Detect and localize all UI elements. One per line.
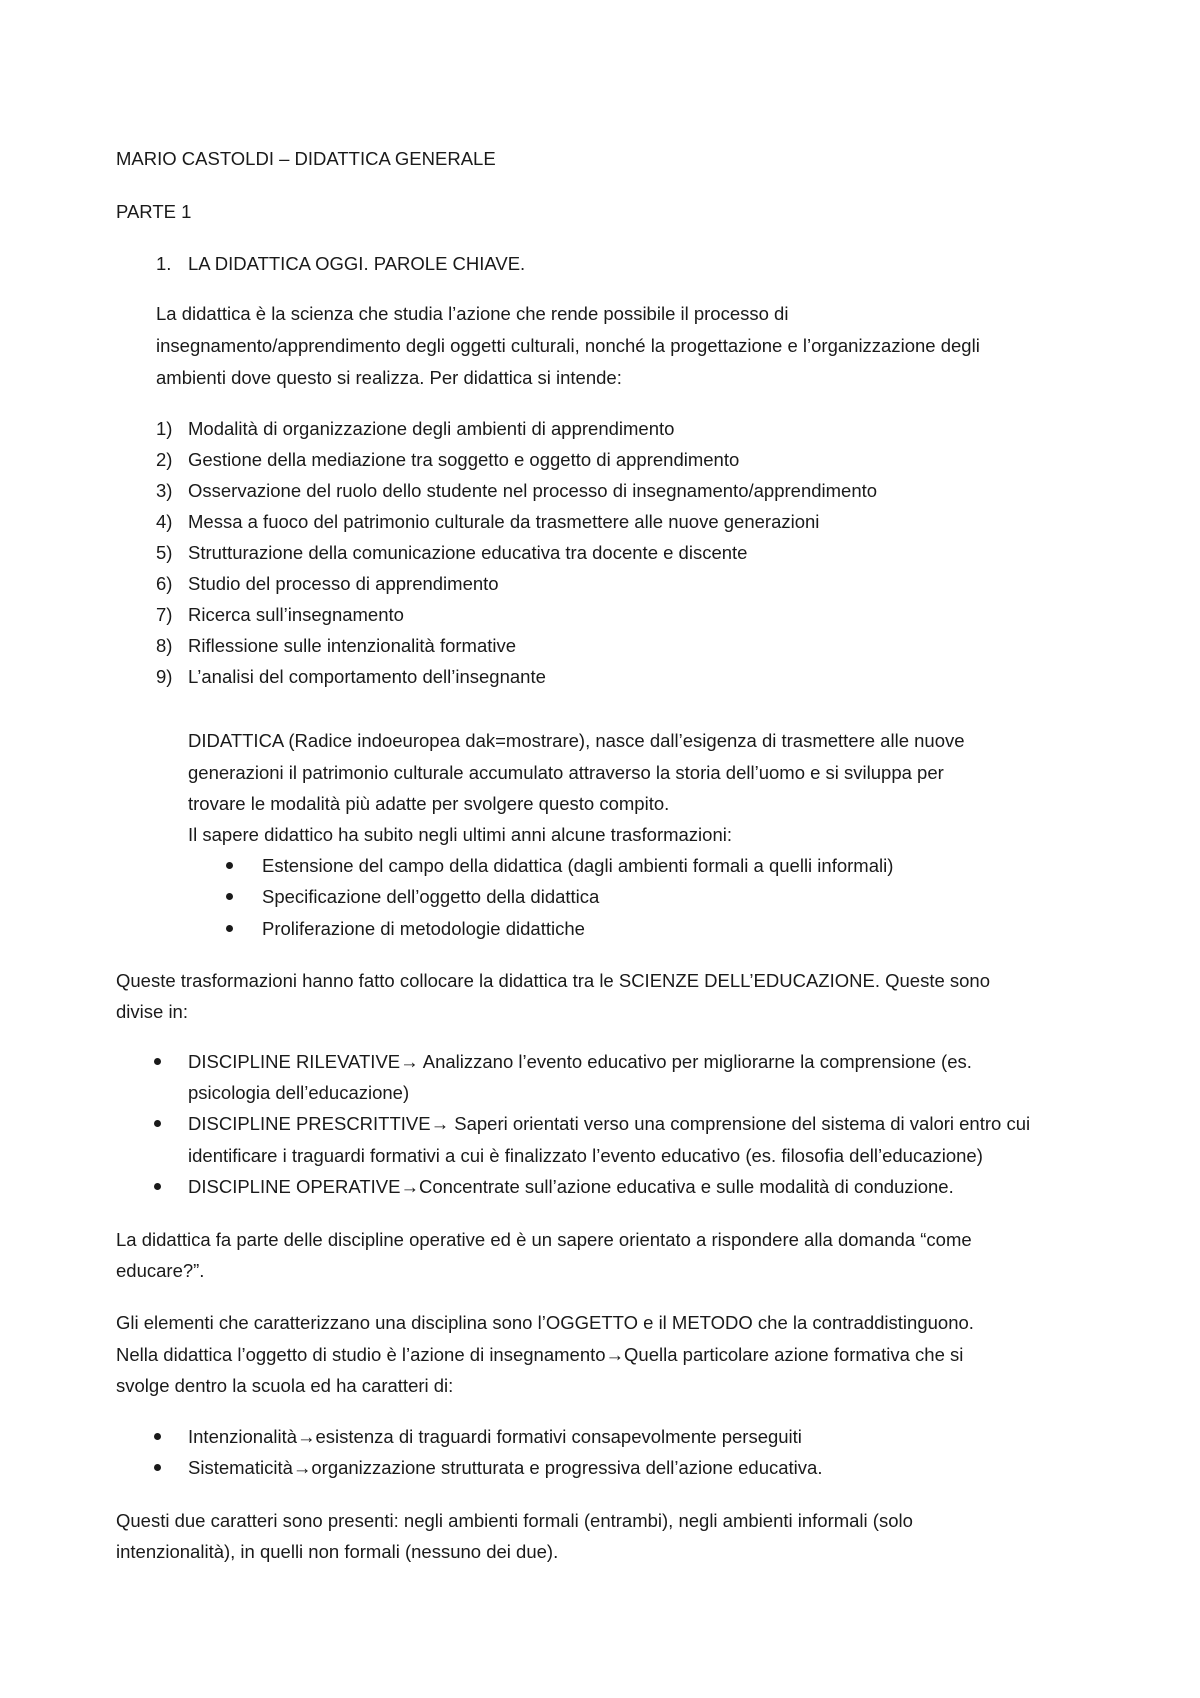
bullet-icon xyxy=(154,1183,161,1190)
list-number: 2) xyxy=(156,449,173,470)
paragraph-line: divise in: xyxy=(116,1001,188,1022)
bullet-icon xyxy=(154,1464,161,1471)
bullet-item: DISCIPLINE RILEVATIVE→ Analizzano l’evento educativo per migliorarne la comprensione (es. xyxy=(188,1051,972,1072)
list-item: Strutturazione della comunicazione educativa tra docente e discente xyxy=(188,542,748,563)
bullet-icon xyxy=(154,1120,161,1127)
list-number: 4) xyxy=(156,511,173,532)
paragraph-line: trovare le modalità più adatte per svolgere questo compito. xyxy=(188,793,670,814)
section-heading: LA DIDATTICA OGGI. PAROLE CHIAVE. xyxy=(188,253,526,274)
intro-line: La didattica è la scienza che studia l’azione che rende possibile il processo di xyxy=(156,303,789,324)
bullet-icon xyxy=(226,925,233,932)
section-number: 1. xyxy=(156,253,172,274)
list-item: Ricerca sull’insegnamento xyxy=(188,604,404,625)
list-item: L’analisi del comportamento dell’insegnante xyxy=(188,666,546,687)
list-item: Osservazione del ruolo dello studente nel processo di insegnamento/apprendimento xyxy=(188,480,878,501)
paragraph-line: La didattica fa parte delle discipline operative ed è un sapere orientato a rispondere alla domanda “come xyxy=(116,1229,972,1250)
bullet-item: Proliferazione di metodologie didattiche xyxy=(262,918,585,939)
paragraph-line: Il sapere didattico ha subito negli ultimi anni alcune trasformazioni: xyxy=(188,824,732,845)
list-item: Riflessione sulle intenzionalità formative xyxy=(188,635,517,656)
bullet-icon xyxy=(226,862,233,869)
list-number: 5) xyxy=(156,542,173,563)
bullet-item: Specificazione dell’oggetto della didattica xyxy=(262,886,600,907)
paragraph-line: generazioni il patrimonio culturale accumulato attraverso la storia dell’uomo e si sviluppa per xyxy=(188,762,944,783)
bullet-item: Intenzionalità→esistenza di traguardi formativi consapevolmente perseguiti xyxy=(188,1426,802,1447)
intro-line: insegnamento/apprendimento degli oggetti culturali, nonché la progettazione e l’organizzazione degli xyxy=(156,335,980,356)
document-title: MARIO CASTOLDI – DIDATTICA GENERALE xyxy=(116,148,496,169)
paragraph-line: svolge dentro la scuola ed ha caratteri di: xyxy=(116,1375,454,1396)
paragraph-line: Queste trasformazioni hanno fatto collocare la didattica tra le SCIENZE DELL’EDUCAZIONE. Queste sono xyxy=(116,970,991,991)
list-number: 9) xyxy=(156,666,173,687)
list-item: Messa a fuoco del patrimonio culturale da trasmettere alle nuove generazioni xyxy=(188,511,820,532)
list-number: 7) xyxy=(156,604,173,625)
bullet-icon xyxy=(226,893,233,900)
paragraph-line: Questi due caratteri sono presenti: negli ambienti formali (entrambi), negli ambienti informali (solo xyxy=(116,1510,913,1531)
list-item: Modalità di organizzazione degli ambienti di apprendimento xyxy=(188,418,675,439)
bullet-icon xyxy=(154,1433,161,1440)
bullet-item: Sistematicità→organizzazione strutturata e progressiva dell’azione educativa. xyxy=(188,1457,823,1478)
list-number: 1) xyxy=(156,418,173,439)
bullet-item: DISCIPLINE PRESCRITTIVE→ Saperi orientati verso una comprensione del sistema di valori entro cui xyxy=(188,1113,1031,1134)
part-label: PARTE 1 xyxy=(116,201,192,222)
intro-line: ambienti dove questo si realizza. Per didattica si intende: xyxy=(156,367,622,388)
bullet-item-continuation: psicologia dell’educazione) xyxy=(188,1082,410,1103)
list-number: 3) xyxy=(156,480,173,501)
list-item: Studio del processo di apprendimento xyxy=(188,573,499,594)
bullet-item: DISCIPLINE OPERATIVE→Concentrate sull’azione educativa e sulle modalità di conduzione. xyxy=(188,1176,954,1197)
list-number: 8) xyxy=(156,635,173,656)
paragraph-line: educare?”. xyxy=(116,1260,205,1281)
paragraph-line: Gli elementi che caratterizzano una disciplina sono l’OGGETTO e il METODO che la contraddistinguono. xyxy=(116,1312,974,1333)
bullet-item-continuation: identificare i traguardi formativi a cui è finalizzato l’evento educativo (es. filosofia dell’educazione) xyxy=(188,1145,983,1166)
bullet-item: Estensione del campo della didattica (dagli ambienti formali a quelli informali) xyxy=(262,855,894,876)
list-item: Gestione della mediazione tra soggetto e oggetto di apprendimento xyxy=(188,449,740,470)
paragraph-line: intenzionalità), in quelli non formali (nessuno dei due). xyxy=(116,1541,559,1562)
paragraph-line: Nella didattica l’oggetto di studio è l’azione di insegnamento→Quella particolare azione formativa che si xyxy=(116,1344,964,1365)
bullet-icon xyxy=(154,1058,161,1065)
paragraph-line: DIDATTICA (Radice indoeuropea dak=mostrare), nasce dall’esigenza di trasmettere alle nuove xyxy=(188,730,965,751)
list-number: 6) xyxy=(156,573,173,594)
